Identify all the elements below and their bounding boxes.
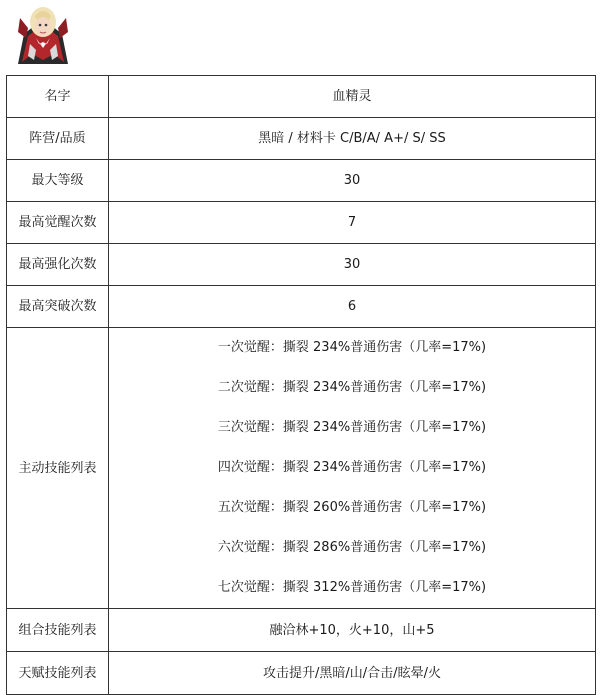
- value-cell: 6: [109, 286, 596, 328]
- label-cell: 最高突破次数: [7, 286, 109, 328]
- table-row: [7, 76, 596, 118]
- label-cell: 最高觉醒次数: [7, 202, 109, 244]
- skill-item: 七次觉醒：撕裂 312%普通伤害（几率=17%): [217, 580, 487, 595]
- active-skills-cell: [109, 328, 596, 609]
- table-row: [7, 328, 596, 609]
- label-cell: 最大等级: [7, 160, 109, 202]
- table-row: [7, 609, 596, 652]
- value-cell: 7: [109, 202, 596, 244]
- label-cell: 主动技能列表: [7, 328, 109, 609]
- value-cell: 血精灵: [109, 76, 596, 118]
- character-info-table: [6, 75, 596, 695]
- label-cell: 阵营/品质: [7, 118, 109, 160]
- label-cell: 名字: [7, 76, 109, 118]
- skill-item: 五次觉醒：撕裂 260%普通伤害（几率=17%): [217, 500, 487, 515]
- label-cell: 天赋技能列表: [7, 652, 109, 695]
- table-row: [7, 286, 596, 328]
- skill-item: 一次觉醒：撕裂 234%普通伤害（几率=17%): [217, 340, 487, 355]
- value-cell: 融洽林+10，火+10，山+5: [109, 609, 596, 652]
- value-cell: 30: [109, 160, 596, 202]
- label-cell: 最高强化次数: [7, 244, 109, 286]
- table-row: [7, 244, 596, 286]
- label-cell: 组合技能列表: [7, 609, 109, 652]
- character-avatar: [14, 4, 72, 66]
- skill-item: 六次觉醒：撕裂 286%普通伤害（几率=17%): [217, 540, 487, 555]
- skill-item: 二次觉醒：撕裂 234%普通伤害（几率=17%): [217, 380, 487, 395]
- table-row: [7, 118, 596, 160]
- skill-item: 三次觉醒：撕裂 234%普通伤害（几率=17%): [217, 420, 487, 435]
- skill-item: 四次觉醒：撕裂 234%普通伤害（几率=17%): [217, 460, 487, 475]
- value-cell: 30: [109, 244, 596, 286]
- table-row: [7, 160, 596, 202]
- value-cell: 攻击提升/黑暗/山/合击/眩晕/火: [109, 652, 596, 695]
- value-cell: 黑暗 / 材料卡 C/B/A/ A+/ S/ SS: [109, 118, 596, 160]
- table-row: [7, 202, 596, 244]
- table-row: [7, 652, 596, 695]
